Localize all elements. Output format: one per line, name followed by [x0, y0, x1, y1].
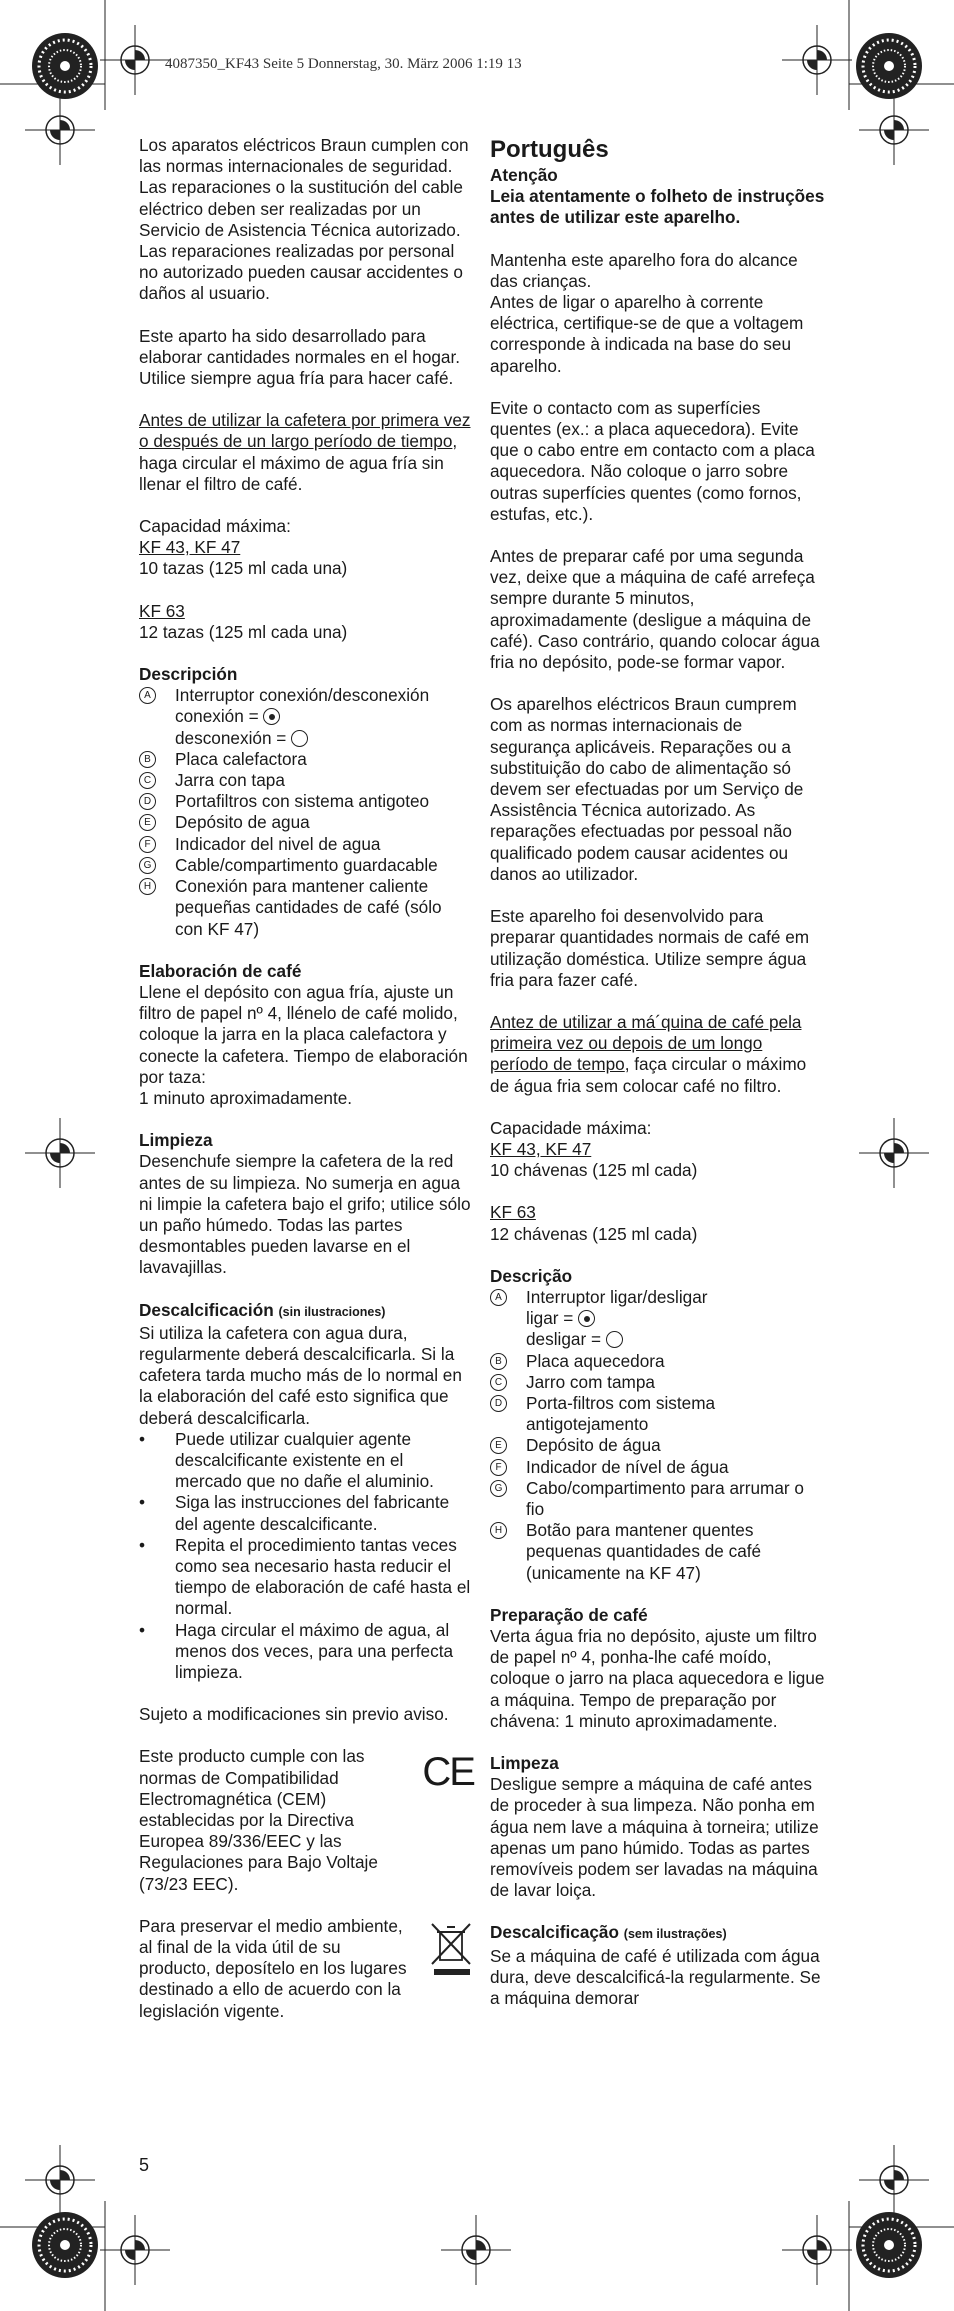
capacity-value-a: 10 chávenas (125 ml cada)	[490, 1160, 698, 1181]
attention-text: Leia atentamente o folheto de instruções antes de utilizar este aparelho.	[490, 186, 825, 228]
item-text: Conexión para mantener caliente pequeñas cantidades de café (sólo con KF 47)	[175, 876, 442, 939]
description-item	[490, 1478, 825, 1520]
description-item	[490, 1520, 825, 1584]
capacity-models-a: KF 43, KF 47	[490, 1138, 592, 1159]
descaling-text: Se a máquina de café é utilizada com água dura, deve descalcificá-la regularmente. Se a máquina demorar	[490, 1945, 821, 2009]
description-item	[139, 791, 474, 812]
environment-text: Para preservar el medio ambiente, al final de la vida útil de su producto, deposítelo en los lugares destinado a ello de acuerdo con la legislación vigente.	[139, 1915, 407, 2021]
description-item	[490, 1393, 825, 1435]
bullet-item	[139, 1535, 474, 1620]
registration-target-icon	[25, 2145, 95, 2215]
item-marker: F	[139, 836, 156, 853]
registration-target-icon	[859, 1118, 929, 1188]
item-text: Indicador de nível de água	[526, 1456, 729, 1477]
item-text: Depósito de água	[526, 1435, 661, 1456]
starburst-icon	[32, 2212, 98, 2278]
power-on-icon	[578, 1310, 595, 1327]
capacity-value-b: 12 chávenas (125 ml cada)	[490, 1223, 698, 1244]
item-marker: H	[490, 1522, 507, 1539]
power-on-icon	[263, 708, 280, 725]
switch-on-label: conexión =	[175, 706, 259, 727]
children-warning: Mantenha este aparelho fora do alcance das crianças.	[490, 249, 798, 291]
cleaning-heading: Limpeza	[490, 1753, 559, 1773]
item-text: Cabo/compartimento para arrumar o fio	[526, 1477, 804, 1519]
registration-target-icon	[100, 25, 170, 95]
description-heading: Descrição	[490, 1265, 573, 1286]
descaling-heading-line	[139, 1300, 474, 1323]
capacity-value-b: 12 tazas (125 ml cada una)	[139, 621, 348, 642]
power-off-icon	[291, 730, 308, 747]
crossed-bin-icon	[430, 1922, 474, 1978]
description-item	[490, 1435, 825, 1456]
brewing-text: Llene el depósito con agua fría, ajuste un filtro de papel nº 4, llénelo de café molido, coloque la jarra en la placa calefactora y conecte la cafetera. Tiempo de elaboración por taza:	[139, 981, 468, 1087]
switch-on-label: ligar =	[526, 1308, 574, 1329]
brewing-time: 1 minuto aproximadamente.	[139, 1087, 353, 1108]
bullet-text: Siga las instrucciones del fabricante del agente descalcificante.	[175, 1492, 450, 1534]
first-use-paragraph	[139, 410, 474, 495]
bullet-text: Haga circular el máximo de agua, al menos dos veces, para una perfecta limpieza.	[175, 1619, 454, 1682]
bullet-item	[139, 1620, 474, 1684]
capacity-value-a: 10 tazas (125 ml cada una)	[139, 558, 348, 579]
capacity-label: Capacidade máxima:	[490, 1117, 652, 1138]
item-text: Porta-filtros com sistema antigotejamento	[526, 1392, 716, 1435]
description-item	[490, 1457, 825, 1478]
environment-statement	[139, 1916, 474, 2022]
item-marker: E	[139, 814, 156, 831]
capacity-models-b: KF 63	[139, 600, 185, 621]
ce-text: Este producto cumple con las normas de Compatibilidad Electromagnética (CEM) establecidas por la Directiva Europea 89/336/EEC y las Regulaciones para Bajo Voltaje (73/23 EEC).	[139, 1746, 378, 1894]
item-marker: B	[490, 1353, 507, 1370]
description-item	[139, 749, 474, 770]
first-use-underlined: Antes de utilizar la cafetera por primera vez o después de un largo período de tiempo	[139, 410, 471, 452]
registration-target-icon	[782, 25, 852, 95]
item-marker: G	[139, 857, 156, 874]
description-item	[139, 770, 474, 791]
usage-paragraph: Este aparelho foi desenvolvido para preparar quantidades normais de café em utilização doméstica. Utilize sempre água fria para fazer café.	[490, 906, 810, 990]
page-number: 5	[139, 2155, 150, 2175]
item-marker: A	[139, 687, 156, 704]
item-text: Cable/compartimento guardacable	[175, 854, 438, 875]
registration-target-icon	[100, 2215, 170, 2285]
bullet-icon: •	[139, 1492, 146, 1513]
hot-surfaces-warning: Evite o contacto com as superfícies quentes (ex.: a placa aquecedora). Evite que o cabo entre em contacto com a placa aquecedora. Não coloque o jarro sobre outras superfícies quentes (como fornos, estufas, etc.).	[490, 397, 815, 524]
bullet-icon: •	[139, 1428, 146, 1449]
item-marker: D	[139, 793, 156, 810]
descaling-heading: Descalcificação	[490, 1922, 619, 1943]
descaling-note: (sem ilustrações)	[623, 1927, 727, 1942]
switch-off-label: desconexión =	[175, 727, 287, 748]
descaling-note: (sin ilustraciones)	[278, 1304, 386, 1319]
starburst-icon	[856, 2212, 922, 2278]
item-marker: C	[490, 1374, 507, 1391]
brewing-heading: Preparação de café	[490, 1604, 648, 1625]
first-use-underlined: Antez de utilizar a má´quina de café pela primeira vez ou depois de um longo período de tempo	[490, 1011, 802, 1075]
starburst-icon	[856, 33, 922, 99]
descaling-text: Si utiliza la cafetera con agua dura, regularmente deberá descalcificarla. Si la cafetera tarda mucho más de lo normal en la elaboración del café esto significa que deberá descalcificarla.	[139, 1322, 462, 1428]
bullet-item	[139, 1429, 474, 1493]
description-item	[139, 685, 474, 749]
safety-paragraph: Os aparelhos eléctricos Braun cumprem com as normas internacionais de segurança aplicáveis. Reparações ou a substituição do cabo de alimentação só devem ser efectuadas por um Serviço de Assistência Técnica autorizado. As reparações efectuadas por pessoal não qualificado podem causar acidentes ou danos ao utilizador.	[490, 694, 804, 884]
item-marker: B	[139, 751, 156, 768]
item-marker: D	[490, 1395, 507, 1412]
safety-paragraph: Los aparatos eléctricos Braun cumplen con las normas internacionales de seguridad. Las reparaciones o la sustitución del cable eléctrico deben ser realizadas por un Servicio de Asistencia Técnica autorizado. Las reparaciones realizadas por personal no autorizado pueden causar accidentes o daños al usuario.	[139, 135, 469, 304]
spanish-column	[139, 135, 474, 2022]
switch-off-label: desligar =	[526, 1329, 602, 1350]
item-text: Jarro com tampa	[526, 1371, 655, 1392]
bullet-icon: •	[139, 1534, 146, 1555]
capacity-models-b: KF 63	[490, 1202, 536, 1223]
first-use-paragraph	[490, 1012, 825, 1097]
cleaning-text: Desligue sempre a máquina de café antes de proceder à sua limpeza. Não ponha em água nem lave a máquina à torneira; utilize apenas um pano húmido. Todas as partes removíveis podem ser lavadas na máquina de lavar loiça.	[490, 1774, 819, 1901]
descaling-heading: Descalcificación	[139, 1299, 274, 1320]
item-text: Depósito de agua	[175, 812, 310, 833]
item-text: Placa calefactora	[175, 748, 307, 769]
cooldown-warning: Antes de preparar café por uma segunda vez, deixe que a máquina de café arrefeça sempre durante 5 minutos, aproximadamente (desligue a máquina de café). Caso contrário, quando colocar água fria no depósito, pode-se formar vapor.	[490, 546, 820, 673]
power-off-icon	[606, 1331, 623, 1348]
portuguese-column	[490, 135, 825, 2009]
starburst-icon	[32, 33, 98, 99]
capacity-models-a: KF 43, KF 47	[139, 537, 241, 558]
item-text: Botão para mantener quentes pequenas quantidades de café (unicamente na KF 47)	[526, 1520, 762, 1583]
bullet-text: Repita el procedimiento tantas veces como sea necesario hasta reducir el tiempo de elaboración de café hasta el normal.	[175, 1534, 471, 1619]
description-item	[490, 1287, 825, 1351]
item-marker: A	[490, 1289, 507, 1306]
description-heading: Descripción	[139, 664, 238, 685]
description-item	[139, 855, 474, 876]
description-item	[490, 1351, 825, 1372]
item-text: Portafiltros con sistema antigoteo	[175, 791, 430, 812]
item-text: Jarra con tapa	[175, 770, 285, 791]
bullet-item	[139, 1492, 474, 1534]
descaling-heading-line	[490, 1922, 825, 1945]
brewing-text: Verta água fria no depósito, ajuste um filtro de papel nº 4, ponha-lhe café moído, coloque o jarro na placa aquecedora e ligue a máquina. Tempo de preparação por chávena: 1 minuto aproximadamente.	[490, 1625, 825, 1731]
language-heading: Português	[490, 136, 609, 163]
registration-target-icon	[782, 2215, 852, 2285]
item-marker: H	[139, 878, 156, 895]
description-item	[139, 812, 474, 833]
registration-target-icon	[859, 2145, 929, 2215]
item-marker: F	[490, 1459, 507, 1476]
item-marker: G	[490, 1480, 507, 1497]
registration-target-icon	[25, 1118, 95, 1188]
item-text: Indicador del nivel de agua	[175, 833, 381, 854]
usage-paragraph: Este aparto ha sido desarrollado para elaborar cantidades normales en el hogar. Utilice siempre agua fría para hacer café.	[139, 325, 461, 389]
registration-target-icon	[859, 95, 929, 165]
capacity-label: Capacidad máxima:	[139, 516, 291, 537]
first-use-rest: , faça circular o máximo de água fria sem colocar café no filtro.	[490, 1054, 807, 1096]
cleaning-text: Desenchufe siempre la cafetera de la red antes de su limpieza. No sumerja en agua ni limpie la cafetera bajo el grifo; utilice sólo un paño húmedo. Todas las partes desmontables pueden lavarse en el lavavajillas.	[139, 1151, 471, 1278]
description-item	[139, 876, 474, 940]
subject-to-change: Sujeto a modificaciones sin previo aviso.	[139, 1704, 449, 1725]
bullet-text: Puede utilizar cualquier agente descalcificante existente en el mercado que no dañe el aluminio.	[175, 1428, 434, 1492]
attention-heading: Atenção	[490, 165, 558, 185]
ce-mark-icon: CE	[422, 1750, 474, 1795]
item-marker: C	[139, 772, 156, 789]
registration-target-icon	[441, 2215, 511, 2285]
description-item	[490, 1372, 825, 1393]
item-marker: E	[490, 1437, 507, 1454]
description-item	[139, 834, 474, 855]
cleaning-heading: Limpieza	[139, 1130, 213, 1151]
registration-target-icon	[25, 95, 95, 165]
first-use-rest: , haga circular el máximo de agua fría sin llenar el filtro de café.	[139, 431, 458, 494]
brewing-heading: Elaboración de café	[139, 960, 302, 981]
voltage-warning: Antes de ligar o aparelho à corrente eléctrica, certifique-se de que a voltagem corresponde à indicada na base do seu aparelho.	[490, 292, 804, 376]
page-header: 4087350_KF43 Seite 5 Donnerstag, 30. März 2006 1:19 13	[165, 56, 522, 72]
item-text: Interruptor ligar/desligar	[526, 1286, 708, 1307]
bullet-icon: •	[139, 1619, 146, 1640]
ce-statement	[139, 1746, 474, 1894]
item-text: Placa aquecedora	[526, 1350, 665, 1371]
item-text: Interruptor conexión/desconexión	[175, 685, 430, 706]
